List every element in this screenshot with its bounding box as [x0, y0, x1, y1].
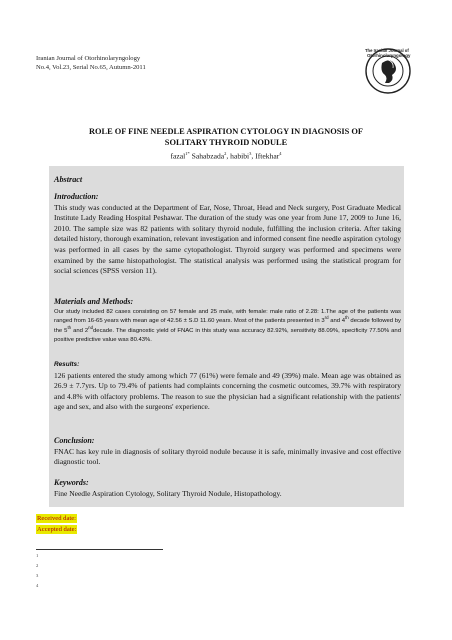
results-heading: Results: — [54, 361, 80, 368]
results-body: 126 patients entered the study among which 77 (61%) were female and 49 (39%) male. Mean age was obtained as 26.9 ± 7.7yrs. Up to 79.4% of patients had complaints concerning the cosmetic outcomes, 39.7% with respiratory and 4.8% with olfactory problems. The reason to sue the physician had a significant relationship with the patients' age and sex, and also with the surgeons' experience. — [54, 370, 401, 412]
keywords-section — [54, 478, 401, 499]
conclusion-section — [54, 436, 401, 468]
paper-title-line2: SOLITARY THYROID NODULE — [164, 138, 288, 147]
accepted-date: Accepted date: — [37, 526, 77, 533]
author-affiliation: 3 — [249, 151, 252, 156]
svg-text:The Iranian Journal of: The Iranian Journal of — [365, 48, 409, 53]
methods-body — [54, 308, 401, 346]
author-name: Sahabzada — [191, 151, 225, 161]
conclusion-heading: Conclusion: — [54, 436, 95, 445]
methods-sup: th — [67, 324, 72, 330]
journal-seal-icon — [361, 43, 416, 97]
footnote-4: 4 — [36, 583, 39, 588]
author-name: fazal — [170, 151, 186, 161]
journal-header — [36, 54, 146, 72]
methods-sup: nd — [88, 324, 94, 330]
introduction-section — [54, 192, 401, 277]
author-name: Iftekhar — [255, 151, 280, 161]
methods-text-3: decade followed by the 5 — [54, 318, 401, 334]
conclusion-body: FNAC has key rule in diagnosis of solitary thyroid nodule because it is safe, minimally invasive and cost effective diagnostic tool. — [54, 446, 401, 467]
journal-issue: No.4, Vol.23, Serial No.65, Autumn-2011 — [36, 64, 146, 71]
methods-heading: Materials and Methods: — [54, 297, 134, 306]
keywords-body: Fine Needle Aspiration Cytology, Solitary Thyroid Nodule, Histopathology. — [54, 488, 282, 498]
author-affiliation: 1* — [185, 151, 190, 156]
methods-text-5: decade. The diagnostic yield of FNAC in this study was accuracy 82.92%, sensitivity 88.09%, specificity 77.50% and positive predictive value was 80.43%. — [54, 327, 401, 344]
footnote-divider — [36, 549, 163, 550]
logo-caption: Otorhinolaryngology — [367, 53, 411, 58]
author-affiliation: 2 — [224, 151, 227, 156]
author-name: habibi — [230, 151, 250, 161]
methods-text-4: and 2 — [71, 327, 89, 334]
introduction-heading: Introduction: — [54, 192, 99, 201]
methods-text-1: Our study included 82 cases consisting on 57 female and 25 male, with female: male ratio of 2.28: 1.The age of the patients was ranged from 16-65 years with mean age of 42.56 ± S.D 11.60 years. Most of the patients presented in 3 — [54, 308, 401, 325]
footnote-1: 1 — [36, 553, 39, 558]
results-section — [54, 360, 401, 413]
paper-title-line1: ROLE OF FINE NEEDLE ASPIRATION CYTOLOGY IN DIAGNOSIS OF — [88, 127, 364, 136]
methods-text-2: and 4 — [328, 318, 346, 325]
methods-sup: rd — [324, 315, 329, 321]
journal-name: Iranian Journal of Otorhinolaryngology — [36, 55, 141, 62]
author-list: fazal$^{1*}$ Sahabzada$^2$, habibi$^3$, Iftekhar$^4$ — [170, 151, 282, 161]
footnote-2: 2 — [36, 563, 39, 568]
author-affiliation: 4 — [279, 151, 282, 156]
abstract-heading: Abstract — [54, 175, 83, 184]
methods-section — [54, 297, 401, 346]
paper-title — [40, 126, 412, 148]
keywords-heading: Keywords: — [54, 478, 89, 487]
methods-sup: th — [345, 315, 349, 321]
received-date: Received date: — [37, 515, 76, 522]
introduction-body: This study was conducted at the Department of Ear, Nose, Throat, Head and Neck surgery, Post Graduate Medical Institute Lady Reading Hospital Peshawar. The duration of the study was one year from June 17, 2009 to June 16, 2010. The sample size was 82 patients with solitary thyroid nodule, fulfilling the inclusion criteria. After taking detailed history, thorough examination, relevant investigation and informed consent fine needle aspiration cytology was performed in all cases by the same cytopathologist. Thyroid surgery was performed and specimens were examined by the same histopathologist. The statistical analysis was performed using the statistical program for social sciences (SPSS version 11). — [54, 202, 401, 276]
footnote-3: 3 — [36, 573, 39, 578]
